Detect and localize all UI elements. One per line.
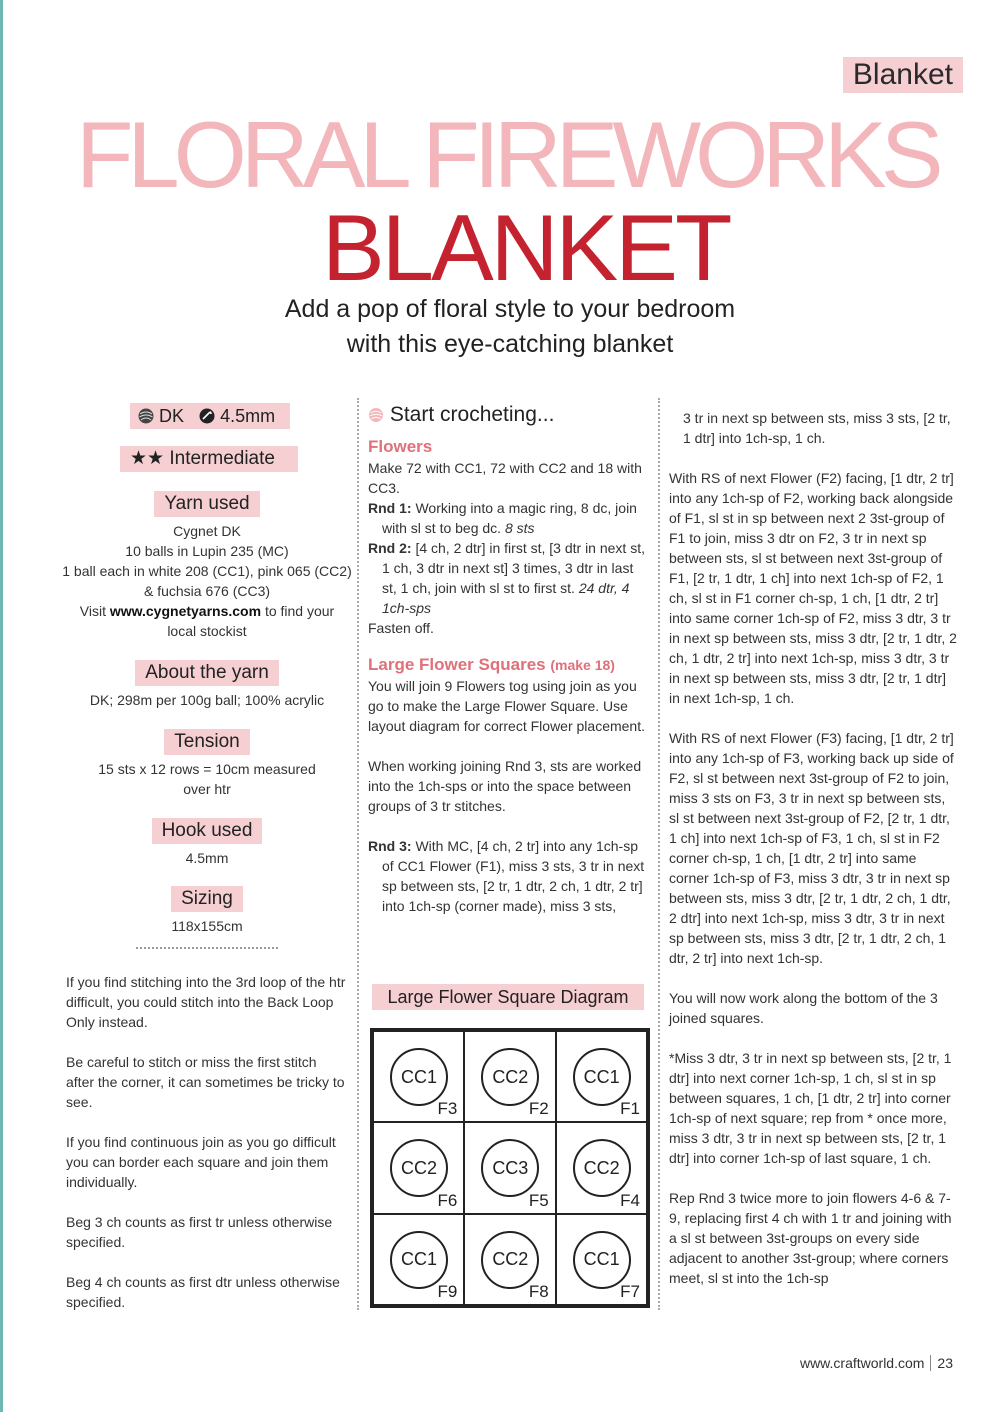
about-yarn-block	[62, 660, 352, 710]
flower-label: F5	[528, 1190, 549, 1210]
rnd-3	[368, 836, 650, 916]
flower-circle: CC1	[573, 1231, 631, 1289]
spacer	[669, 448, 957, 468]
flower-label: F2	[528, 1099, 549, 1119]
flower-label: F6	[437, 1190, 458, 1210]
instruction-paragraph: With RS of next Flower (F3) facing, [1 dtr, 2 tr] into any 1ch-sp of F3, working back up side of F2, sl st between next 3st-group of F2 to join, miss 3 sts on F3, 3 tr in next sp between sts, sl st between next 3st-group of F2, [2 tr, 1 dtr, 1 ch] into next 1ch-sp of F3, 1 ch, sl st in F2 corner ch-sp, 1 ch, [1 dtr, 2 tr] into same corner 1ch-sp of F3, miss 3 dtr, 3 tr in next sp between sts, miss 3 dtr, [2 tr, 1 dtr, 2 ch, 1 dtr, 2 dtr] into next 1ch-sp, miss 3 dtr, 3 tr in next sp between sts, miss 3 dtr, [2 tr, 1 dtr, 2 ch, 1 dtr, 2 tr] into next 1ch-sp.	[669, 730, 954, 966]
rnd-text: Working into a magic ring, 8 dc, join with sl st to beg dc.	[382, 500, 637, 536]
tip: If you find stitching into the 3rd loop of the htr difficult, you could stitch into the Back Loop Only instead.	[66, 974, 346, 1030]
yarn-weight: DK	[159, 406, 185, 426]
spacer	[669, 1028, 957, 1048]
rnd-3-continued: 3 tr in next sp between sts, miss 3 sts, [2 tr, 1 dtr] into 1ch-sp, 1 ch.	[683, 410, 951, 446]
diagram-cell	[556, 1214, 647, 1305]
diagram-cell	[373, 1031, 464, 1122]
flower-circle: CC2	[481, 1231, 539, 1289]
diagram-cell	[556, 1031, 647, 1122]
standfirst-line-2: with this eye-catching blanket	[346, 330, 674, 358]
skill-level: Intermediate	[169, 448, 275, 469]
spacer	[368, 816, 650, 836]
rnd-2	[368, 538, 650, 618]
rnd-label: Rnd 2:	[368, 540, 412, 556]
instructions-column-right	[669, 408, 957, 1288]
stitch-count: 24 dtr, 4 1ch-sps	[382, 580, 630, 616]
yarn-used-text	[62, 521, 352, 641]
hook-icon	[199, 408, 215, 424]
tension-line: 15 sts x 12 rows = 10cm measured	[98, 761, 316, 777]
sizing-block	[62, 886, 352, 936]
start-heading-text: Start crocheting...	[389, 403, 555, 426]
hook-used-text: 4.5mm	[185, 850, 229, 866]
yarn-used-visit-line	[62, 601, 352, 621]
tip: If you find continuous join as you go difficult you can border each square and join them individually.	[66, 1134, 336, 1190]
flower-circle: CC2	[390, 1139, 448, 1197]
flower-label: F9	[437, 1282, 458, 1301]
instruction-paragraph: You will now work along the bottom of the 3 joined squares.	[669, 990, 938, 1026]
start-heading	[368, 400, 650, 430]
page-edge-stripe	[0, 0, 3, 1412]
about-yarn-heading: About the yarn	[135, 660, 279, 686]
lfs-note: (make 18)	[550, 657, 615, 673]
flowers-intro: Make 72 with CC1, 72 with CC2 and 18 with CC3.	[368, 460, 642, 496]
flower-circle: CC2	[481, 1048, 539, 1106]
flower-circle: CC2	[573, 1139, 631, 1197]
hook-used-block	[62, 818, 352, 868]
tension-text	[62, 759, 352, 799]
instruction-paragraph: *Miss 3 dtr, 3 tr in next sp between sts, [2 tr, 1 dtr] into next corner 1ch-sp, 1 ch, sl st in sp between squares, 1 ch, [1 dtr, 2 tr] into corner 1ch-sp of next square; rep from * once more, miss 3 dtr, 3 tr in next sp between sts, [2 tr, 1 dtr] into corner 1ch-sp of last square, 1 ch.	[669, 1050, 952, 1166]
diagram-cell	[464, 1031, 555, 1122]
yarn-used-block	[62, 491, 352, 641]
rnd-label: Rnd 1:	[368, 500, 412, 516]
spacer	[669, 968, 957, 988]
column-divider	[357, 398, 359, 1310]
lfs-paragraph: You will join 9 Flowers tog using join as you go to make the Large Flower Square. Use layout diagram for correct Flower placement.	[368, 678, 645, 734]
skill-level-pill	[120, 446, 298, 472]
yarn-used-line: 10 balls in Lupin 235 (MC)	[125, 543, 289, 559]
flower-circle: CC1	[390, 1231, 448, 1289]
tip: Beg 4 ch counts as first dtr unless otherwise specified.	[66, 1274, 340, 1310]
dotted-divider	[136, 947, 278, 949]
page-footer	[800, 1355, 953, 1371]
about-yarn-text: DK; 298m per 100g ball; 100% acrylic	[89, 692, 325, 708]
spacer	[669, 1168, 957, 1188]
diagram-cell	[373, 1122, 464, 1213]
lfs-paragraph: When working joining Rnd 3, sts are worked into the 1ch-sps or into the space between groups of 3 tr stitches.	[368, 758, 642, 814]
instruction-paragraph: With RS of next Flower (F2) facing, [1 dtr, 2 tr] into any 1ch-sp of F2, working back alongside of F1, sl st in sp between next 2 3st-group of F1 to join, miss 3 dtr on F2, 3 tr in next sp between sts, sl st between next 3st-group of F1, [2 tr, 1 dtr, 1 ch] into next 1ch-sp of F2, 1 ch, sl st in F1 corner ch-sp, 1 ch, [1 dtr, 2 tr] into same corner 1ch-sp of F2, miss 3 dtr, 3 tr in next sp between sts, miss 3 dtr, [2 tr, 1 dtr, 2 ch, 1 dtr, 2 tr] into next 1ch-sp, miss 3 dtr, 3 tr in next sp between sts, miss 3 dtr, [2 tr, 1 dtr] in next 1ch-sp, 1 ch.	[669, 470, 957, 706]
tension-block	[62, 729, 352, 799]
spacer	[368, 638, 650, 654]
flower-circle: CC1	[390, 1048, 448, 1106]
title-line-2: BLANKET	[322, 195, 730, 300]
yarn-ball-icon	[138, 408, 154, 424]
yarn-used-line: 1 ball each in white 208 (CC1), pink 065 (CC2)	[62, 563, 352, 579]
tension-line: over htr	[183, 781, 231, 797]
hook-size: 4.5mm	[220, 406, 276, 426]
footer-site-link[interactable]: www.craftworld.com	[799, 1355, 925, 1371]
spacer	[669, 708, 957, 728]
flower-label: F4	[620, 1190, 640, 1210]
visit-prefix: Visit	[79, 603, 110, 619]
flower-square-diagram	[370, 1028, 650, 1308]
yarn-used-line: & fuchsia 676 (CC3)	[143, 583, 271, 599]
skill-level-pill-inner	[120, 446, 298, 472]
tips-list	[66, 972, 348, 1332]
tip: Beg 3 ch counts as first tr unless otherwise specified.	[66, 1214, 333, 1250]
hook-used-heading: Hook used	[152, 818, 263, 844]
standfirst	[160, 292, 860, 362]
title-line-1: FLORAL FIREWORKS	[76, 102, 938, 207]
visit-suffix: to find your	[261, 603, 335, 619]
page-number: 23	[937, 1355, 953, 1371]
flower-circle: CC3	[481, 1139, 539, 1197]
diagram-cell	[464, 1122, 555, 1213]
rnd-text: With MC, [4 ch, 2 tr] into any 1ch-sp of CC1 Flower (F1), miss 3 sts, 3 tr in next sp between sts, [2 tr, 1 dtr, 2 ch, 1 dtr, 2 tr] into 1ch-sp (corner made), miss 3 sts,	[382, 838, 645, 914]
skill-stars: ★★	[130, 448, 165, 469]
sizing-heading: Sizing	[171, 886, 243, 912]
diagram-title: Large Flower Square Diagram	[372, 984, 644, 1010]
yarn-used-line: Cygnet DK	[173, 523, 241, 539]
flower-label: F1	[620, 1099, 640, 1119]
diagram-cell	[464, 1214, 555, 1305]
yarn-hook-pill	[130, 403, 290, 429]
yarn-hook-pill-inner	[130, 403, 290, 429]
yarn-used-line: local stockist	[167, 623, 247, 639]
flower-label: F8	[528, 1282, 549, 1301]
flower-label: F7	[620, 1282, 640, 1301]
yarn-website-link[interactable]: www.cygnetyarns.com	[109, 603, 262, 619]
flower-label: F3	[437, 1099, 458, 1119]
rnd-text: [4 ch, 2 dtr] in first st, [3 dtr in next st, 1 ch, 3 dtr in next st] 3 times, 3 dtr in last st, 1 ch, join with sl st to first st.	[382, 540, 645, 596]
stitch-count: 8 sts	[504, 520, 535, 536]
fasten-off: Fasten off.	[368, 620, 434, 636]
section-tag: Blanket	[843, 57, 963, 93]
lfs-heading	[368, 654, 650, 676]
footer-separator	[930, 1355, 931, 1371]
instruction-paragraph: Rep Rnd 3 twice more to join flowers 4-6 & 7-9, replacing first 4 ch with 1 tr and joining with a sl st between 3st-groups on every side adjacent to another 3st-group; where corners meet, sl st into the 1ch-sp	[669, 1190, 952, 1286]
rnd-1	[368, 498, 650, 538]
tip: Be careful to stitch or miss the first stitch after the corner, it can sometimes be tricky to see.	[66, 1054, 345, 1110]
sizing-text: 118x155cm	[171, 918, 243, 934]
diagram-cell	[373, 1214, 464, 1305]
column-divider	[658, 398, 660, 1310]
spacer	[368, 736, 650, 756]
yarn-ball-icon	[368, 407, 384, 423]
lfs-heading-text: Large Flower Squares	[368, 655, 546, 674]
diagram-cell	[556, 1122, 647, 1213]
standfirst-line-1: Add a pop of floral style to your bedroom	[284, 295, 736, 323]
flowers-heading: Flowers	[368, 437, 433, 456]
yarn-used-heading: Yarn used	[154, 491, 259, 517]
tension-heading: Tension	[164, 729, 250, 755]
flower-circle: CC1	[573, 1048, 631, 1106]
diagram-title-wrap	[372, 984, 644, 1010]
instructions-column	[368, 400, 650, 916]
rnd-label: Rnd 3:	[368, 838, 412, 854]
